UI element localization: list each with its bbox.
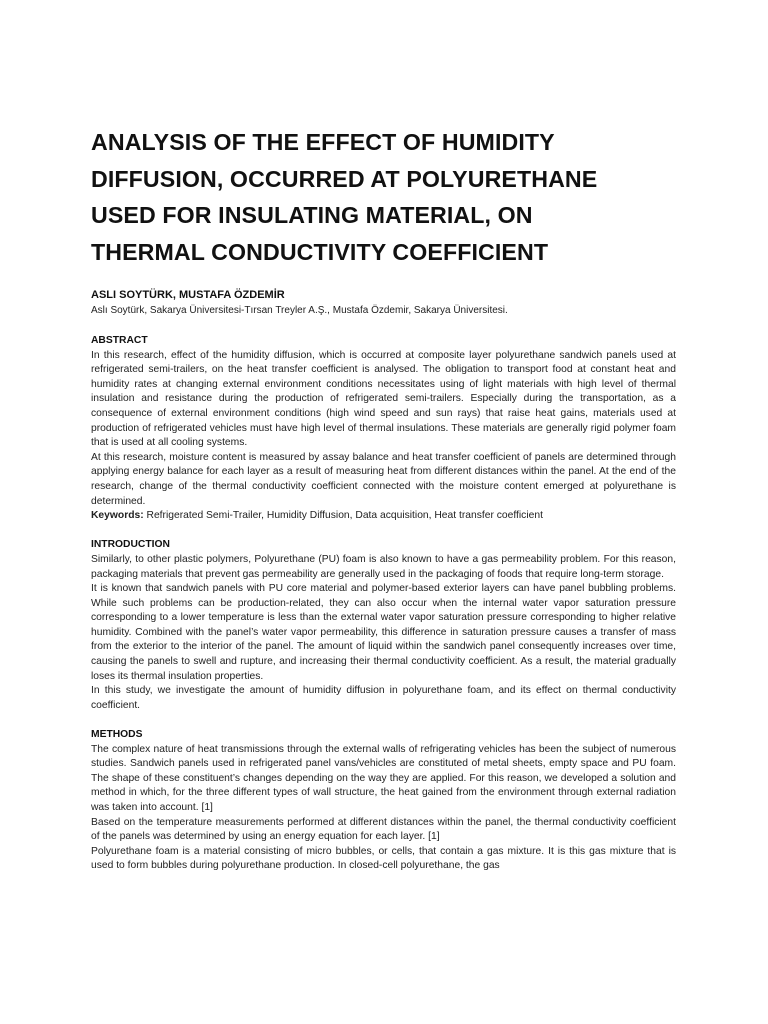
introduction-paragraph: In this study, we investigate the amount of humidity diffusion in polyurethane foam, and its effect on thermal conductivity coefficient.	[91, 685, 676, 711]
keywords-label: Keywords:	[91, 510, 144, 522]
methods-section	[91, 728, 676, 874]
paper-body	[91, 334, 676, 874]
affiliation: Aslı Soytürk, Sakarya Üniversitesi-Tırsan Treyler A.Ş., Mustafa Özdemir, Sakarya Üniversitesi.	[91, 305, 508, 316]
title-line: THERMAL CONDUCTIVITY COEFFICIENT	[91, 238, 549, 265]
authors: ASLI SOYTÜRK, MUSTAFA ÖZDEMİR	[91, 289, 285, 301]
methods-paragraph: Based on the temperature measurements performed at different distances within the panel, the thermal conductivity coefficient of the panels was determined by using an energy equation for each layer. [1]	[91, 816, 676, 843]
introduction-heading: INTRODUCTION	[91, 539, 170, 551]
introduction-section	[91, 538, 676, 713]
methods-paragraph: Polyurethane foam is a material consisting of micro bubbles, or cells, that contain a gas mixture. It is this gas mixture that is used to form bubbles during polyurethane production. In closed-cell polyurethane, the gas	[91, 845, 676, 872]
introduction-paragraph: It is known that sandwich panels with PU core material and polymer-based exterior layers can have panel bubbling problems. While such problems can be production-related, they can also occur when the internal water vapor saturation pressure corresponding to a lower temperature is less than the external water vapor saturation pressure corresponding to higher relative humidity. Combined with the panel’s water vapor permeability, this difference in saturation pressure causes a transfer of mass from the exterior to the interior of the panel. The amount of liquid within the sandwich panel consequently increases over time, causing the panels to swell and rupture, and increasing their thermal conductivity coefficient. As a result, the material gradually loses its thermal insulation properties.	[91, 583, 676, 682]
title-line: DIFFUSION, OCCURRED AT POLYURETHANE	[91, 165, 598, 192]
keywords-list: Refrigerated Semi-Trailer, Humidity Diffusion, Data acquisition, Heat transfer coefficient	[143, 510, 543, 522]
abstract-paragraph: In this research, effect of the humidity diffusion, which is occurred at composite layer polyurethane sandwich panels used at refrigerated semi-trailers, on the heat transfer coefficient is analysed. The obligation to transport food at constant heat and humidity rates at changing external environment conditions necessitates using of light materials with high level of thermal insulation and resistance during the production of refrigerated semi-trailers. Especially during the transportation, as a consequence of external environment conditions (high wind speed and sun rays) that raise heat gains, materials used at production of refrigerated vehicles must have high level of thermal insulations. These materials are generally rigid polymer foam that is used at all cooling systems.	[91, 349, 676, 449]
abstract-heading: ABSTRACT	[91, 335, 148, 346]
keywords	[91, 509, 676, 524]
methods-paragraph: The complex nature of heat transmissions through the external walls of refrigerating vehicles has been the subject of numerous studies. Sandwich panels used in refrigerated panel vans/vehicles are constituted of metal sheets, empty space and PU foam. The shape of these constituent’s changes depending on the way they are applied. For this reason, we developed a solution and method in which, for the three different types of wall structure, the heat gained from the environment through external radiation was taken into account. [1]	[91, 743, 676, 813]
abstract-paragraph: At this research, moisture content is measured by assay balance and heat transfer coefficient of panels are determined through applying energy balance for each layer as a result of measuring heat from different distances within the panel. At the end of the research, change of the thermal conductivity coefficient connected with the moisture content emerged at polyurethane is determined.	[91, 451, 676, 507]
methods-heading: METHODS	[91, 729, 143, 741]
paper-title	[91, 124, 691, 270]
introduction-paragraph: Similarly, to other plastic polymers, Polyurethane (PU) foam is also known to have a gas permeability problem. For this reason, packaging materials that prevent gas permeability are generally used in the packaging of foods that require long-term storage.	[91, 553, 676, 580]
title-line: ANALYSIS OF THE EFFECT OF HUMIDITY	[91, 129, 555, 155]
title-line: USED FOR INSULATING MATERIAL, ON	[91, 202, 533, 228]
abstract-section	[91, 334, 676, 524]
